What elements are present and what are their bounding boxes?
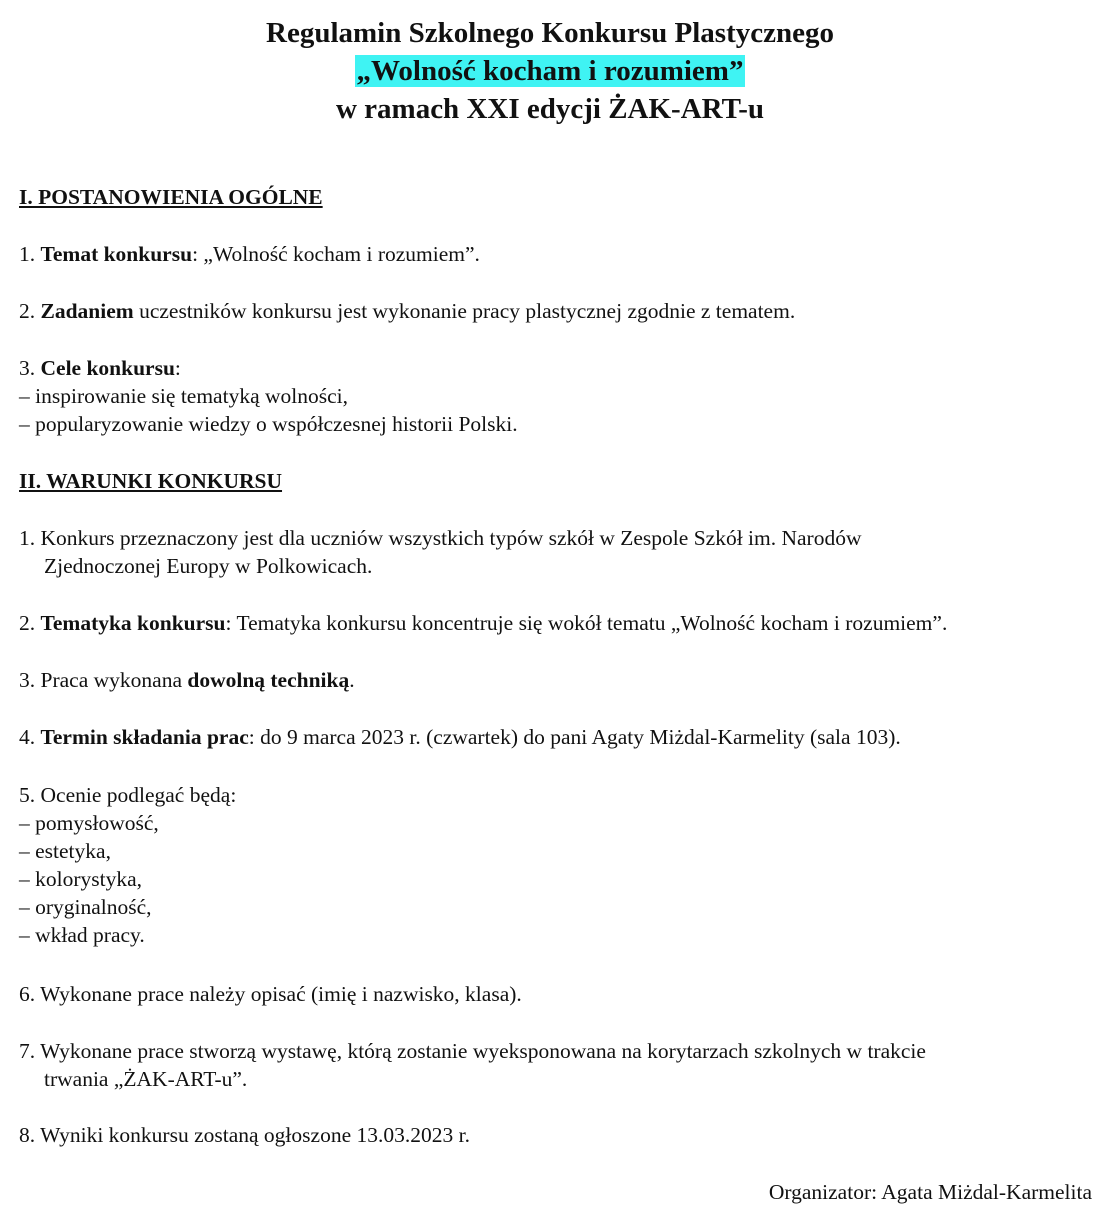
- conditions-item-7: [19, 1037, 926, 1093]
- item-number: 2.: [19, 611, 41, 635]
- title-line-1: Regulamin Szkolnego Konkursu Plastycznego: [266, 17, 834, 49]
- general-item-3: [19, 354, 518, 438]
- bullet-item: – oryginalność,: [19, 895, 152, 919]
- item-number: 3.: [19, 356, 41, 380]
- conditions-item-3: [19, 666, 355, 694]
- title-line-2: [0, 52, 1100, 90]
- item-text-continuation: Zjednoczonej Europy w Polkowicach.: [44, 554, 373, 578]
- item-text: :: [174, 356, 181, 380]
- bullet-item: – wkład pracy.: [19, 923, 145, 947]
- item-bold-label: Temat konkursu: [40, 242, 193, 266]
- item-text-line: 5. Ocenie podlegać będą:: [19, 783, 237, 807]
- item-number: 1.: [19, 242, 41, 266]
- item-text-line: 1. Konkurs przeznaczony jest dla uczniów wszystkich typów szkół w Zespole Szkół im. Narodów: [19, 526, 862, 550]
- item-bold-label: Zadaniem: [40, 299, 134, 323]
- highlighted-contest-name: „Wolność kocham i rozumiem”: [356, 55, 744, 87]
- conditions-item-5: [19, 781, 236, 949]
- bullet-item: – pomysłowość,: [19, 811, 159, 835]
- bullet-item: – estetyka,: [19, 839, 111, 863]
- general-item-1: [19, 240, 480, 268]
- item-text: .: [349, 668, 355, 692]
- organizer-signature: Organizator: Agata Miżdal-Karmelita: [768, 1180, 1092, 1204]
- item-bold-label: Tematyka konkursu: [40, 611, 226, 635]
- conditions-item-1: [19, 524, 862, 580]
- conditions-item-2: [19, 609, 947, 637]
- item-bold-label: Cele konkursu: [40, 356, 175, 380]
- item-text-line: 7. Wykonane prace stworzą wystawę, którą zostanie wyeksponowana na korytarzach szkolnych w trakcie: [19, 1039, 926, 1063]
- section-heading-conditions: II. WARUNKI KONKURSU: [19, 469, 283, 493]
- item-text: : do 9 marca 2023 r. (czwartek) do pani Agaty Miżdal-Karmelity (sala 103).: [248, 725, 901, 749]
- conditions-item-6: 6. Wykonane prace należy opisać (imię i nazwisko, klasa).: [19, 982, 522, 1006]
- bullet-item: – inspirowanie się tematyką wolności,: [19, 384, 348, 408]
- item-number: 4.: [19, 725, 41, 749]
- conditions-item-8: 8. Wyniki konkursu zostaną ogłoszone 13.03.2023 r.: [19, 1123, 470, 1147]
- item-header-line: [19, 354, 518, 382]
- bullet-item: – popularyzowanie wiedzy o współczesnej historii Polski.: [19, 412, 518, 436]
- document-title: [0, 14, 1100, 128]
- item-bold-label: Termin składania prac: [40, 725, 249, 749]
- item-bold-label: dowolną techniką: [187, 668, 350, 692]
- item-text: : „Wolność kocham i rozumiem”.: [192, 242, 480, 266]
- general-item-2: [19, 297, 795, 325]
- item-text: 3. Praca wykonana: [19, 668, 188, 692]
- item-text: uczestników konkursu jest wykonanie pracy plastycznej zgodnie z tematem.: [133, 299, 796, 323]
- item-text: : Tematyka konkursu koncentruje się wokół tematu „Wolność kocham i rozumiem”.: [225, 611, 948, 635]
- item-number: 2.: [19, 299, 41, 323]
- title-line-3: w ramach XXI edycji ŻAK-ART-u: [335, 93, 765, 125]
- section-heading-general: I. POSTANOWIENIA OGÓLNE: [19, 185, 323, 209]
- conditions-item-4: [19, 723, 901, 751]
- item-text-continuation: trwania „ŻAK-ART-u”.: [44, 1067, 248, 1091]
- bullet-item: – kolorystyka,: [19, 867, 143, 891]
